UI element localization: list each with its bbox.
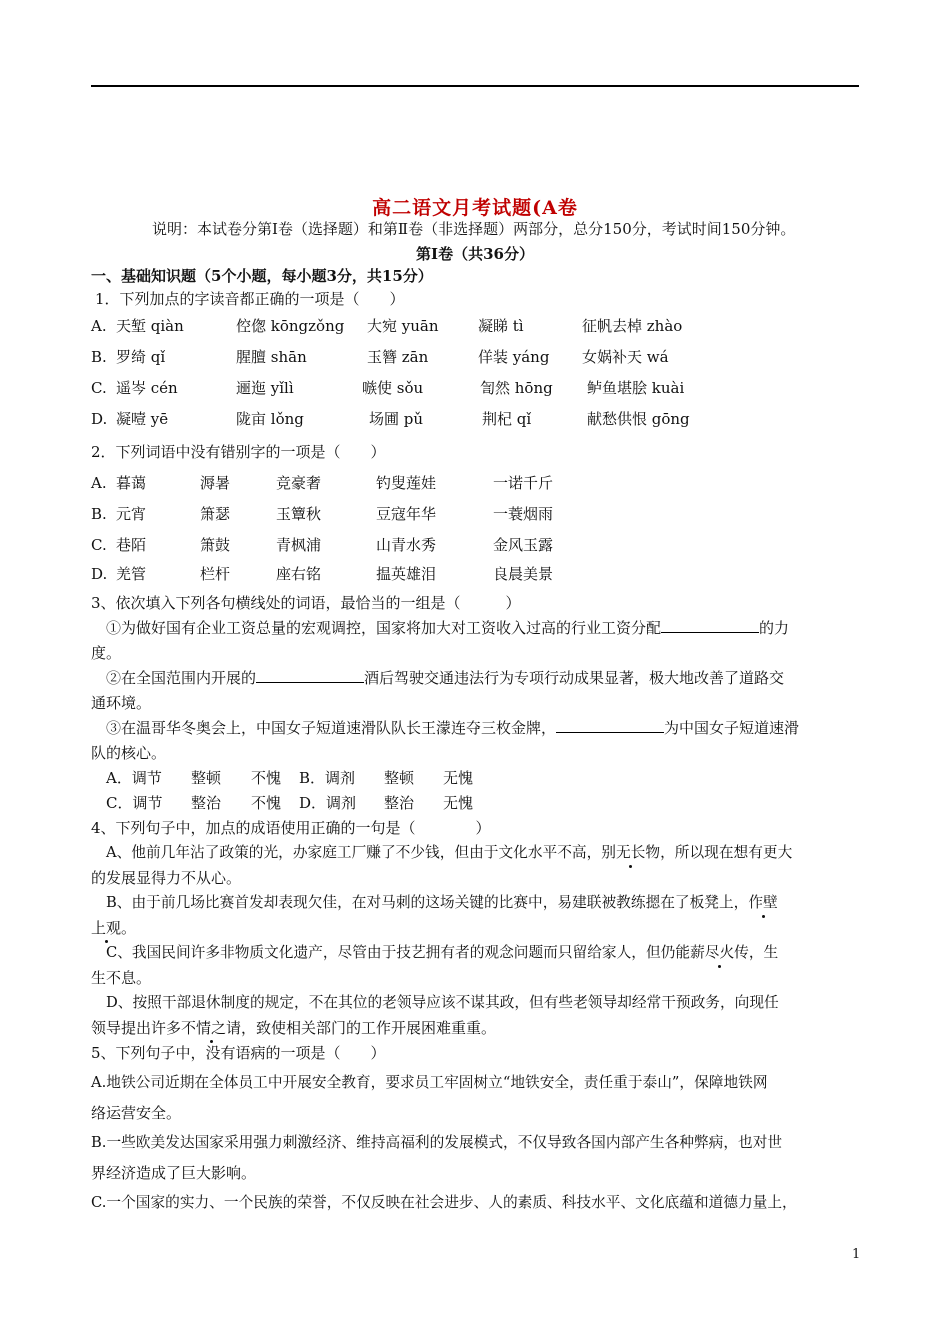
header-rule <box>91 85 859 87</box>
q4-option-c-cont: 生不息。 <box>91 969 152 987</box>
q5-option-a-cont: 络运营安全。 <box>91 1104 182 1122</box>
q4-option-d: D、按照干部退休制度的规定，不在其位的老领导应该不谋其政，但有些老领导却经常干预政务，向现任 <box>106 994 779 1011</box>
q4-stem: 4、下列句子中，加点的成语使用正确的一句是（ ） <box>91 819 491 837</box>
dotted-idiom: 不情之请 <box>181 1019 242 1037</box>
exam-title: 高二语文月考试题(A卷 <box>372 197 578 219</box>
q5-option-b-cont: 界经济造成了巨大影响。 <box>91 1164 257 1182</box>
q4-option-b: B、由于前几场比赛首发却表现欠佳，在对马刺的这场关键的比赛中，易建联被教练摁在了板凳上，作壁 <box>106 894 778 911</box>
answer-blank-3 <box>556 718 664 733</box>
exam-instructions: 说明：本试卷分第Ⅰ卷（选择题）和第Ⅱ卷（非选择题）两部分，总分150分，考试时间150分钟。 <box>152 220 796 238</box>
q3-stem: 3、依次填入下列各句横线处的词语，最恰当的一组是（ ） <box>91 594 521 612</box>
section-heading: 第Ⅰ卷（共36分） <box>416 245 534 263</box>
q3-sentence-3: ③在温哥华冬奥会上，中国女子短道速滑队队长王濛连夺三枚金牌， 为中国女子短道速滑 <box>106 719 800 737</box>
q3-sentence-1: ①为做好国有企业工资总量的宏观调控，国家将加大对工资收入过高的行业工资分配 的力 <box>106 619 790 637</box>
q4-option-c: C、我国民间许多非物质文化遗产，尽管由于技艺拥有者的观念问题而只留给家人，但仍能薪尽火传，生 <box>106 944 779 961</box>
q4-option-b-cont: 上观。 <box>91 919 137 937</box>
q5-option-a: A.地铁公司近期在全体员工中开展安全教育，要求员工牢固树立“地铁安全，责任重于泰山”，保障地铁网 <box>91 1074 768 1091</box>
q3-sentence-3-cont: 队的核心。 <box>91 744 167 762</box>
part-heading: 一、基础知识题（5个小题，每小题3分，共15分） <box>91 267 433 285</box>
q5-option-b: B.一些欧美发达国家采用强力刺激经济、维持高福利的发展模式，不仅导致各国内部产生各种弊病，也对世 <box>91 1134 783 1151</box>
q4-option-a: A、他前几年沾了政策的光，办家庭工厂赚了不少钱，但由于文化水平不高，别无长物，所以现在想有更大 <box>106 844 793 861</box>
dotted-idiom: 别无长物 <box>601 844 661 861</box>
answer-blank-2 <box>256 668 364 683</box>
answer-blank-1 <box>661 618 759 633</box>
page-number: 1 <box>852 1247 861 1262</box>
q3-sentence-2: ②在全国范围内开展的 酒后驾驶交通违法行为专项行动成果显著，极大地改善了道路交 <box>106 669 785 687</box>
q5-option-c: C.一个国家的实力、一个民族的荣誉，不仅反映在社会进步、人的素质、科技水平、文化底蕴和道德力量上， <box>91 1194 797 1211</box>
q3-sentence-1-cont: 度。 <box>91 644 122 662</box>
dotted-idiom: 作壁 <box>748 894 778 911</box>
q4-option-a-cont: 的发展显得力不从心。 <box>91 869 242 887</box>
dotted-idiom: 薪尽火传 <box>690 944 749 961</box>
q1-stem: 1．下列加点的字读音都正确的一项是（ ） <box>95 290 405 308</box>
exam-page: 高二语文月考试题(A卷 说明：本试卷分第Ⅰ卷（选择题）和第Ⅱ卷（非选择题）两部分，总分150分，考试时间150分钟。 第Ⅰ卷（共36分） 一、基础知识题（5个小题，每小题3分，共15分） 1．下列加点的字读音都正确的一项是（ ） A. 天堑 qiàn 倥偬 kōngzǒng 大宛 yuān 凝睇 tì 征帆去棹 zhào B. 罗绮 qǐ 腥膻 shān 玉簪 zān 佯装 yáng 女娲补天 wá C. 遥岑 cén 逦迤 yǐlì 嗾使 sǒu 訇然 hōng 鲈鱼堪脍 kuài D. 凝噎 yē 陇亩 lǒng 场圃 pǔ 荆杞 qǐ 献愁供恨 gōng 2．下列词语中没有错别字的一项是（ ） A. 暮蔼 溽暑 竞豪奢 钓叟莲娃 一诺千斤 B. 元宵 箫瑟 玉簟秋 豆寇年华 一蓑烟雨 C. 巷陌 箫鼓 青枫浦 山青水秀 金风玉露 D. 羌管 栏杆 座右铭 揾英雄泪 良晨美景 3、依次填入下列各句横线处的词语，最恰当的一组是（ ） ①为做好国有企业工资总量的宏观调控，国家将加大对工资收入过高的行业工资分配 的力 度。 ②在全国范围内开展的 酒后驾驶交通违法行为专项行动成果显著，极大地改善了道路交 通环境。 ③在温哥华冬奥会上，中国女子短道速滑队队长王濛连夺三枚金牌， 为中国女子短道速滑 队的核心。 A．调节 整顿 不愧 B．调剂 整顿 无愧 C．调节 整治 不愧 D．调剂 整治 无愧 4、下列句子中，加点的成语使用正确的一句是（ ） A、他前几年沾了政策的光，办家庭工厂赚了不少钱，但由于文化水平不高，别无长物，所以现在想有更大 的发展显得力不从心。 B、由于前几场比赛首发却表现欠佳，在对马刺的这场关键的比赛中，易建联被教练摁在了板凳上，作壁 上观。 C、我国民间许多非物质文化遗产，尽管由于技艺拥有者的观念问题而只留给家人，但仍能薪尽火传，生 生不息。 D、按照干部退休制度的规定，不在其位的老领导应该不谋其政，但有些老领导却经常干预政务，向现任 领导提出许多不情之请，致使相关部门的工作开展困难重重。 5、下列句子中，没有语病的一项是（ ） A.地铁公司近期在全体员工中开展安全教育，要求员工牢固树立“地铁安全，责任重于泰山”，保障地铁网 络运营安全。 B.一些欧美发达国家采用强力刺激经济、维持高福利的发展模式，不仅导致各国内部产生各种弊病，也对世 界经济造成了巨大影响。 C.一个国家的实力、一个民族的荣誉，不仅反映在社会进步、人的素质、科技水平、文化底蕴和道德力量上， 1 <box>0 0 950 1344</box>
q4-option-d-cont: 领导提出许多不情之请，致使相关部门的工作开展困难重重。 <box>91 1019 497 1037</box>
q2-stem: 2．下列词语中没有错别字的一项是（ ） <box>91 443 386 461</box>
dotted-idiom: 上观 <box>91 919 122 937</box>
q3-sentence-2-cont: 通环境。 <box>91 694 152 712</box>
q5-stem: 5、下列句子中，没有语病的一项是（ ） <box>91 1044 386 1062</box>
